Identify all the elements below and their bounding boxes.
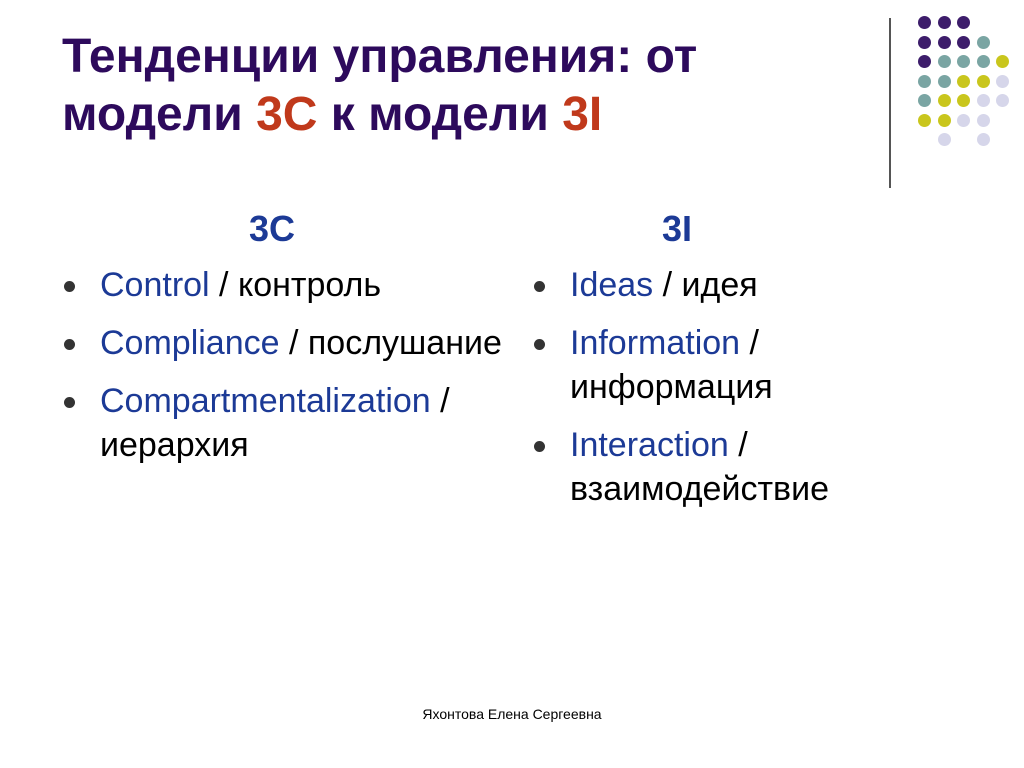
decorative-dot	[957, 75, 970, 88]
decorative-dot	[957, 16, 970, 29]
title-part-1: Тенденции управления: от модели	[62, 30, 698, 141]
decorative-dot	[938, 94, 951, 107]
term-ru: / взаимодействие	[570, 426, 829, 508]
term-en: Control	[100, 266, 210, 304]
decorative-dot	[918, 36, 931, 49]
term-ru: / идея	[653, 266, 758, 304]
bullet-list-3c	[62, 263, 502, 467]
term-ru: / контроль	[209, 266, 382, 304]
decorative-dot	[977, 36, 990, 49]
decorative-dot	[918, 16, 931, 29]
term-en: Information	[570, 324, 741, 362]
term-en: Interaction	[570, 426, 729, 464]
term-ru: / информация	[570, 324, 773, 406]
list-item-information	[532, 321, 952, 409]
column-3c	[62, 205, 502, 481]
decorative-dot	[918, 94, 931, 107]
column-heading-3i: 3I	[661, 208, 693, 249]
title-model-3i: 3I	[562, 88, 603, 141]
term-ru: / иерархия	[100, 382, 450, 464]
decorative-dot	[938, 114, 951, 127]
term-ru: / послушание	[279, 324, 502, 362]
decorative-dot	[938, 75, 951, 88]
vertical-divider	[889, 18, 891, 188]
decorative-dot	[938, 55, 951, 68]
decorative-dot	[918, 55, 931, 68]
list-item-interaction	[532, 423, 952, 511]
slide-title	[62, 28, 862, 144]
list-item-compliance	[62, 321, 502, 365]
slide-footer-author: Яхонтова Елена Сергеевна	[422, 706, 602, 722]
decorative-dot	[918, 114, 931, 127]
decorative-dot	[977, 133, 990, 146]
decorative-dot	[977, 55, 990, 68]
decorative-dot	[938, 36, 951, 49]
decorative-dot	[957, 55, 970, 68]
list-item-control	[62, 263, 502, 307]
decorative-dot	[938, 16, 951, 29]
decorative-dot	[918, 75, 931, 88]
title-part-2: к модели	[317, 88, 563, 141]
column-3i	[532, 205, 952, 525]
term-en: Ideas	[570, 266, 654, 304]
decorative-dot	[938, 133, 951, 146]
decorative-dot	[977, 75, 990, 88]
term-en: Compliance	[100, 324, 280, 362]
decorative-dot	[977, 94, 990, 107]
list-item-compartmentalization	[62, 379, 502, 467]
decorative-dot	[957, 114, 970, 127]
decorative-dot	[996, 94, 1009, 107]
decorative-dot	[996, 55, 1009, 68]
decorative-dot	[957, 94, 970, 107]
column-heading-3c: 3С	[248, 208, 296, 249]
decorative-dot	[977, 114, 990, 127]
decorative-dot	[957, 36, 970, 49]
title-model-3c: 3С	[256, 88, 318, 141]
term-en: Compartmentalization	[100, 382, 431, 420]
decorative-dot	[996, 75, 1009, 88]
list-item-ideas	[532, 263, 952, 307]
bullet-list-3i	[532, 263, 952, 511]
